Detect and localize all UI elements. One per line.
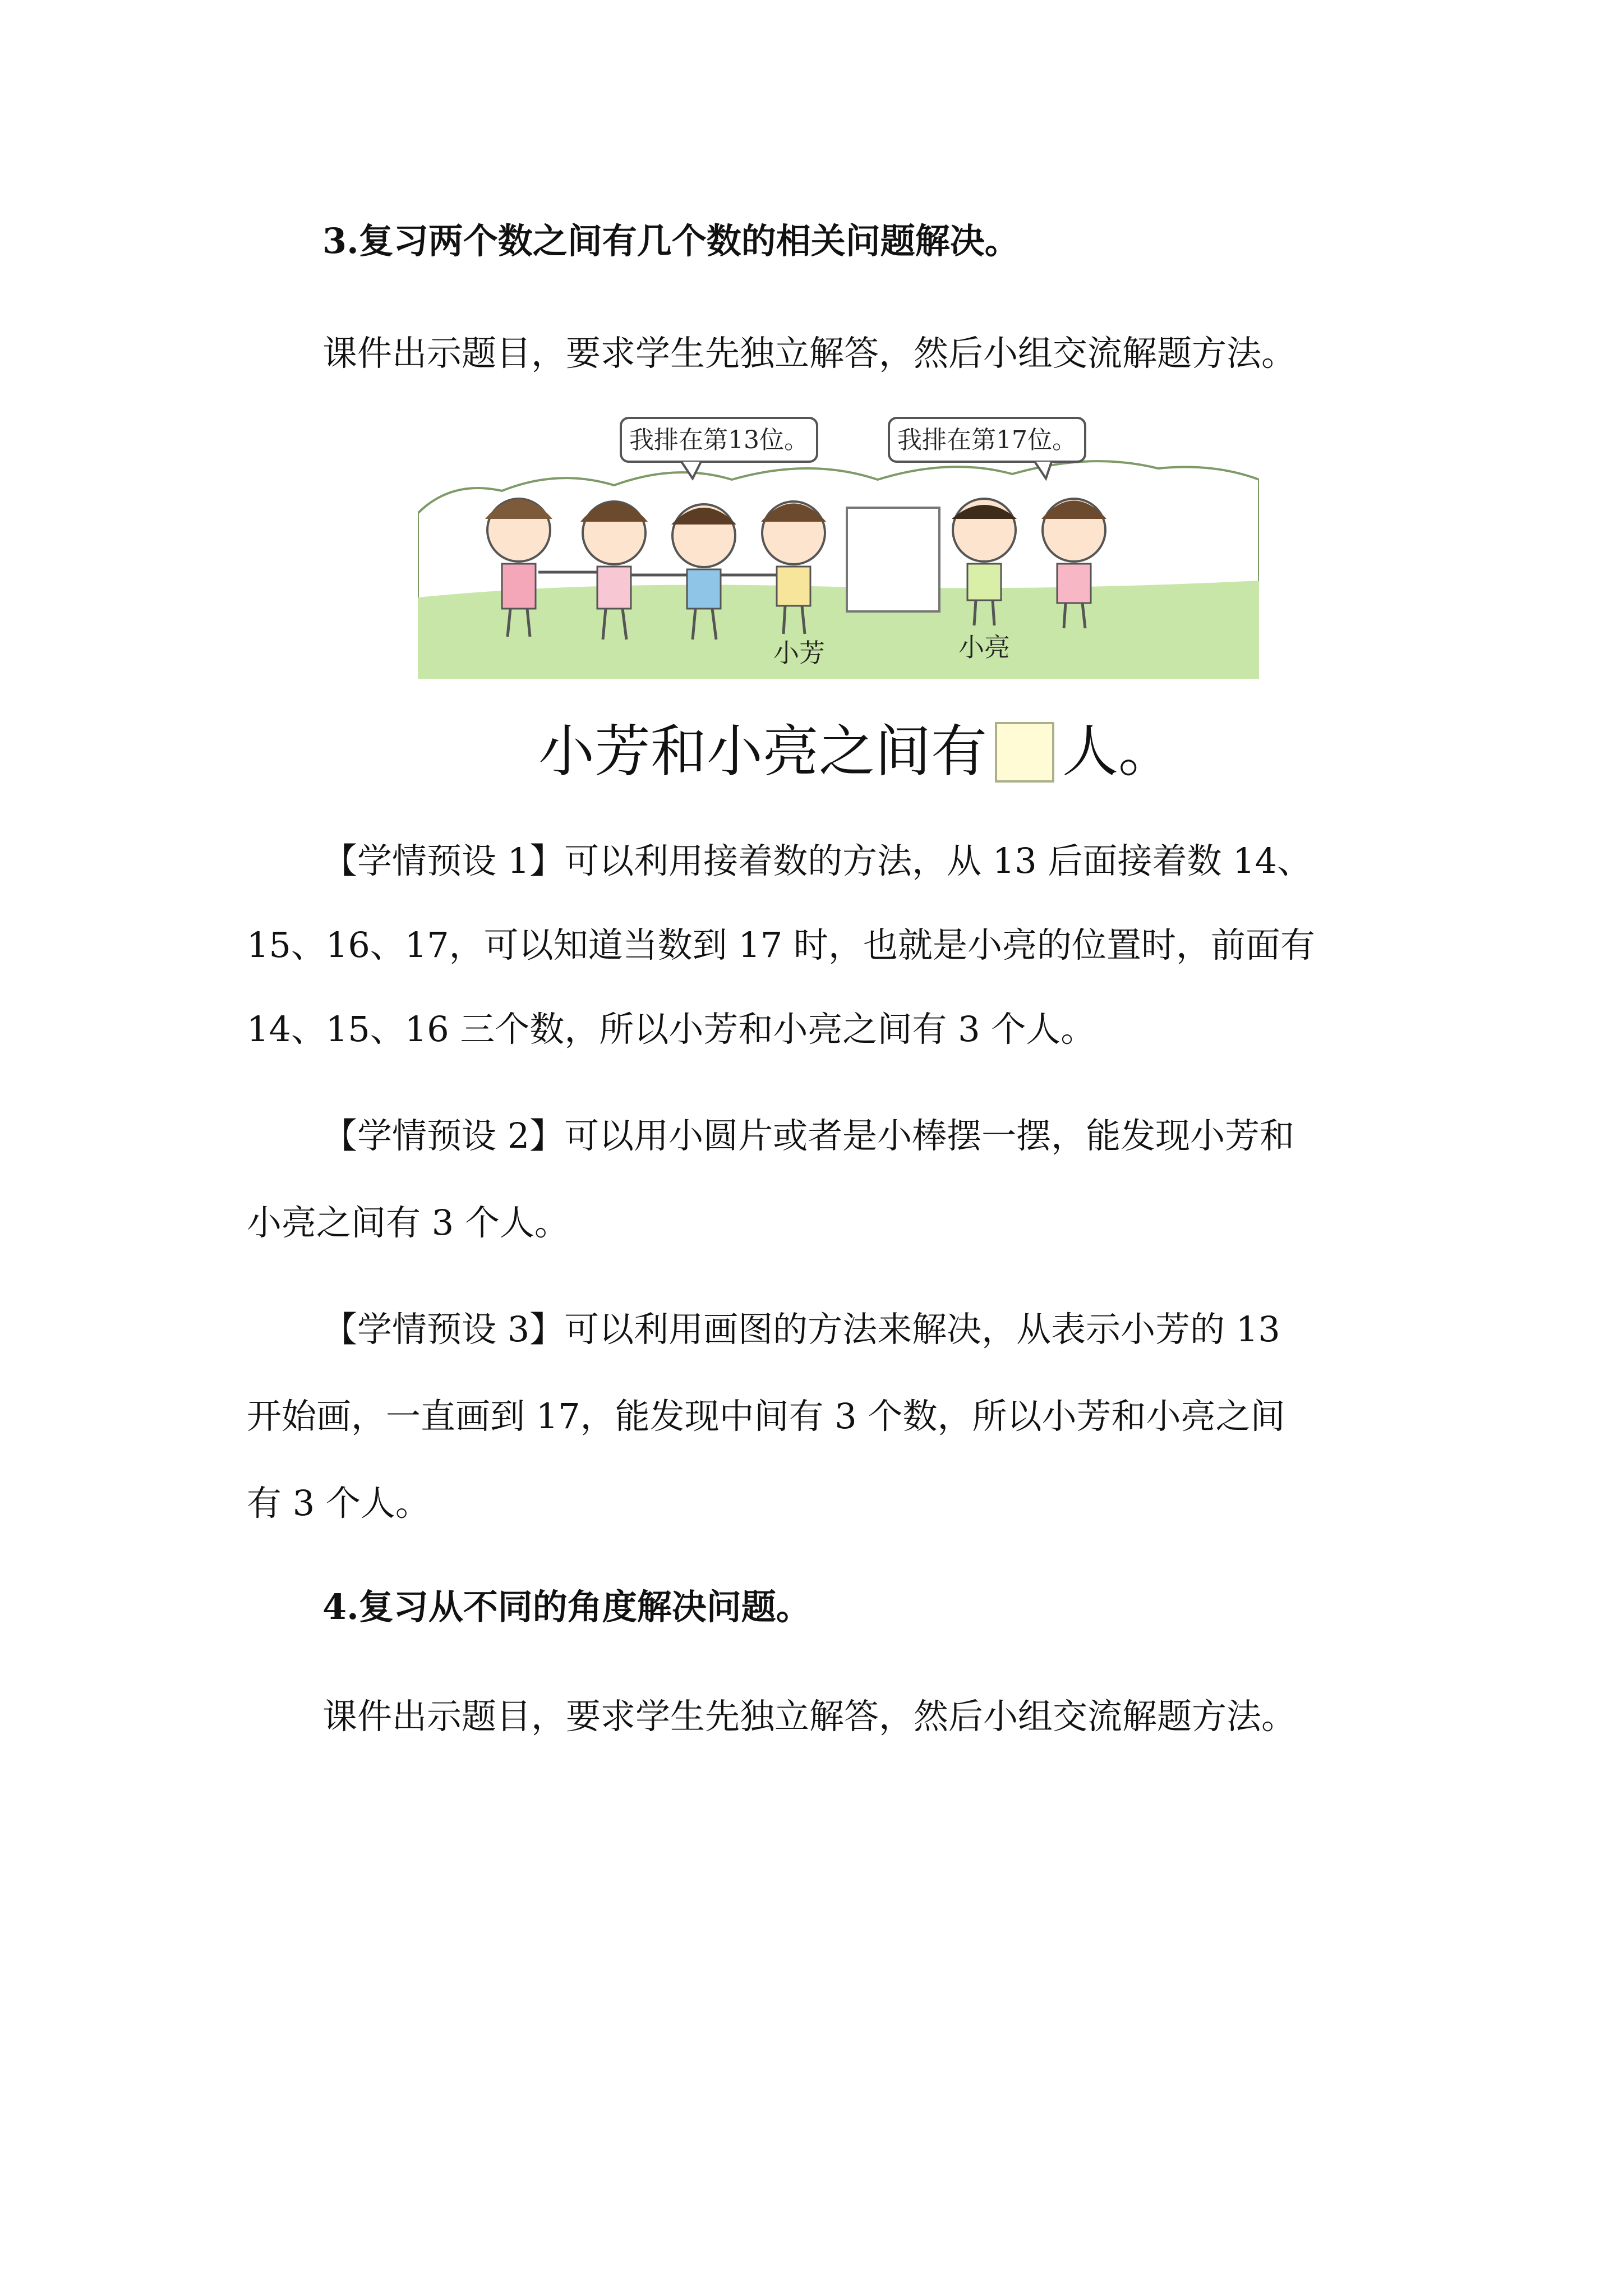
bubble-left-text: 我排在第13位。	[629, 426, 809, 454]
preset2-line2: 小亮之间有 3 个人。	[247, 1202, 569, 1243]
section4-intro: 课件出示题目，要求学生先独立解答，然后小组交流解题方法。	[322, 1696, 1297, 1737]
preset1-line1: 【学情预设 1】可以利用接着数的方法，从 13 后面接着数 14、	[322, 840, 1312, 881]
preset1-line3: 14、15、16 三个数，所以小芳和小亮之间有 3 个人。	[247, 1009, 1096, 1050]
section3-intro: 课件出示题目，要求学生先独立解答，然后小组交流解题方法。	[322, 333, 1297, 374]
answer-blank-box[interactable]	[995, 722, 1054, 783]
preset3-line1: 【学情预设 3】可以利用画图的方法来解决，从表示小芳的 13	[322, 1309, 1280, 1350]
bubble-right-text: 我排在第17位。	[897, 426, 1077, 454]
preset1-line2: 15、16、17，可以知道当数到 17 时，也就是小亮的位置时，前面有	[247, 924, 1315, 965]
children-queue-illustration	[418, 412, 1259, 679]
section3-heading: 3.复习两个数之间有几个数的相关问题解决。	[322, 220, 1020, 261]
unknown-children-box	[847, 508, 939, 611]
preset3-line2: 开始画，一直画到 17，能发现中间有 3 个数，所以小芳和小亮之间	[247, 1396, 1285, 1437]
preset3-line3: 有 3 个人。	[247, 1483, 430, 1524]
fill-in-question	[538, 715, 1174, 788]
label-xiaofang: 小芳	[773, 638, 825, 668]
question-text-before: 小芳和小亮之间有	[538, 719, 987, 784]
section4-heading: 4.复习从不同的角度解决问题。	[322, 1586, 811, 1627]
preset2-line1: 【学情预设 2】可以用小圆片或者是小棒摆一摆，能发现小芳和	[322, 1115, 1295, 1156]
label-xiaoliang: 小亮	[958, 632, 1010, 662]
question-text-after: 人。	[1062, 719, 1174, 784]
